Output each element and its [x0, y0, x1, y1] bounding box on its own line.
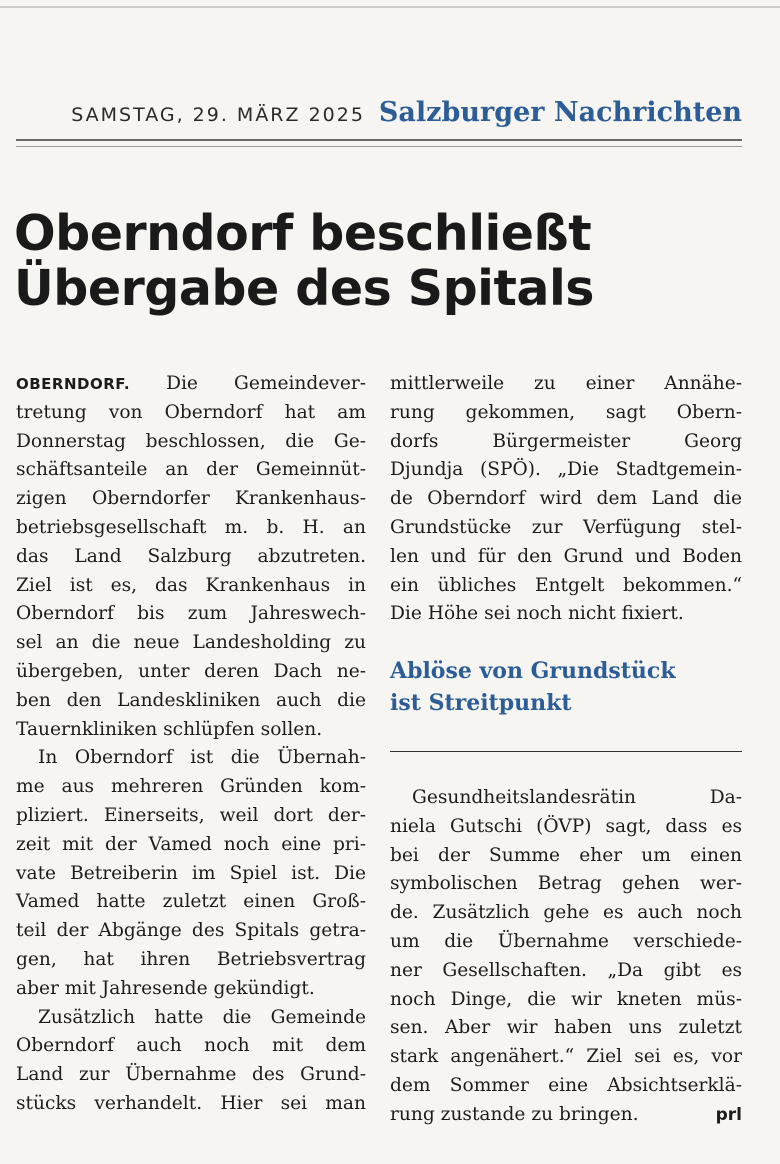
body-line: Ziel ist es, das Krankenhaus in [16, 574, 366, 596]
body-line [16, 370, 366, 399]
body-line: symbolischen Betrag gehen wer- [390, 873, 742, 895]
body-line: ben den Landeskliniken auch die [16, 689, 366, 711]
body-line: Donnerstag beschlossen, die Ge- [16, 430, 366, 452]
body-line: pliziert. Einerseits, weil dort der- [16, 804, 366, 826]
body-line: zigen Oberndorfer Krankenhaus- [16, 488, 366, 510]
body-line: stark angenähert.“ Ziel sei es, vor [390, 1046, 742, 1068]
body-line: das Land Salzburg abzutreten. [16, 545, 366, 567]
article-subheading [390, 655, 742, 719]
body-line: len und für den Grund und Boden [390, 545, 742, 567]
body-text: rung zustande zu bringen. [390, 1103, 639, 1125]
body-line: betriebsgesellschaft m. b. H. an [16, 516, 366, 538]
author-initials: prl [715, 1104, 742, 1125]
body-line [390, 1101, 742, 1130]
body-line: aber mit Jahresende gekündigt. [16, 977, 315, 999]
body-line: sel an die neue Landesholding zu [16, 632, 366, 654]
body-line: zeit mit der Vamed noch eine pri- [16, 833, 366, 855]
subheading-rule [390, 751, 742, 752]
body-line: Grundstücke zur Verfügung stel- [390, 516, 742, 538]
article-column-right-lower [390, 784, 742, 1130]
body-line: sen. Aber wir haben uns zuletzt [390, 1017, 742, 1039]
body-line: ein übliches Entgelt bekommen.“ [390, 574, 742, 596]
body-line: Oberndorf bis zum Jahreswech- [16, 603, 366, 625]
page-header [0, 96, 742, 130]
body-line: tretung von Oberndorf hat am [16, 401, 366, 423]
body-line: Die Höhe sei noch nicht fixiert. [390, 603, 684, 625]
body-line: um die Übernahme verschiede- [390, 930, 742, 952]
subheading-line: Ablöse von Grundstück [390, 658, 676, 684]
article-column-left [16, 370, 366, 1119]
headline-line: Übergabe des Spitals [14, 260, 594, 317]
body-line: Djundja (SPÖ). „Die Stadtgemein- [390, 459, 742, 481]
subheading-line: ist Streitpunkt [390, 690, 572, 716]
body-line: Zusätzlich hatte die Gemeinde [38, 1006, 366, 1028]
body-line: bei der Summe eher um einen [390, 844, 742, 866]
body-line: In Oberndorf ist die Übernah- [38, 747, 366, 769]
top-border [0, 6, 780, 8]
body-line: Tauernkliniken schlüpfen sollen. [16, 718, 323, 740]
body-line: teil der Abgänge des Spitals getra- [16, 920, 366, 942]
body-line: mittlerweile zu einer Annähe- [390, 373, 742, 394]
body-line: noch Dinge, die wir kneten müs- [390, 988, 742, 1010]
body-line: me aus mehreren Gründen kom- [16, 776, 366, 798]
body-line: übergeben, unter deren Dach ne- [16, 660, 366, 682]
headline-line: Oberndorf beschließt [14, 205, 592, 262]
body-line: dorfs Bürgermeister Georg [390, 430, 742, 452]
header-rule-thin [16, 146, 742, 147]
body-line: Vamed hatte zuletzt einen Groß- [16, 891, 366, 913]
issue-date: SAMSTAG, 29. MÄRZ 2025 [71, 104, 365, 126]
article-headline [14, 206, 744, 316]
body-line: niela Gutschi (ÖVP) sagt, dass es [390, 815, 742, 837]
body-line: Oberndorf auch noch mit dem [16, 1035, 366, 1057]
body-line: dem Sommer eine Absichtserklä- [390, 1074, 742, 1096]
body-line: ner Gesellschaften. „Da gibt es [390, 959, 742, 981]
body-line: rung gekommen, sagt Obern- [390, 401, 742, 423]
article-column-right [390, 370, 742, 629]
body-line: Gesundheitslandesrätin Da- [412, 787, 742, 808]
body-text: Die Gemeindever- [130, 373, 366, 394]
header-rule [16, 139, 742, 141]
body-line: de Oberndorf wird dem Land die [390, 488, 742, 510]
body-line: stücks verhandelt. Hier sei man [16, 1092, 366, 1114]
body-line: de. Zusätzlich gehe es auch noch [390, 902, 742, 924]
body-line: vate Betreiberin im Spiel ist. Die [16, 862, 366, 884]
newspaper-masthead: Salzburger Nachrichten [378, 97, 742, 128]
body-line: gen, hat ihren Betriebsvertrag [16, 948, 366, 970]
body-line: schäftsanteile an der Gemeinnüt- [16, 459, 366, 481]
body-line: Land zur Übernahme des Grund- [16, 1064, 366, 1086]
article-kicker: OBERNDORF. [16, 375, 131, 393]
